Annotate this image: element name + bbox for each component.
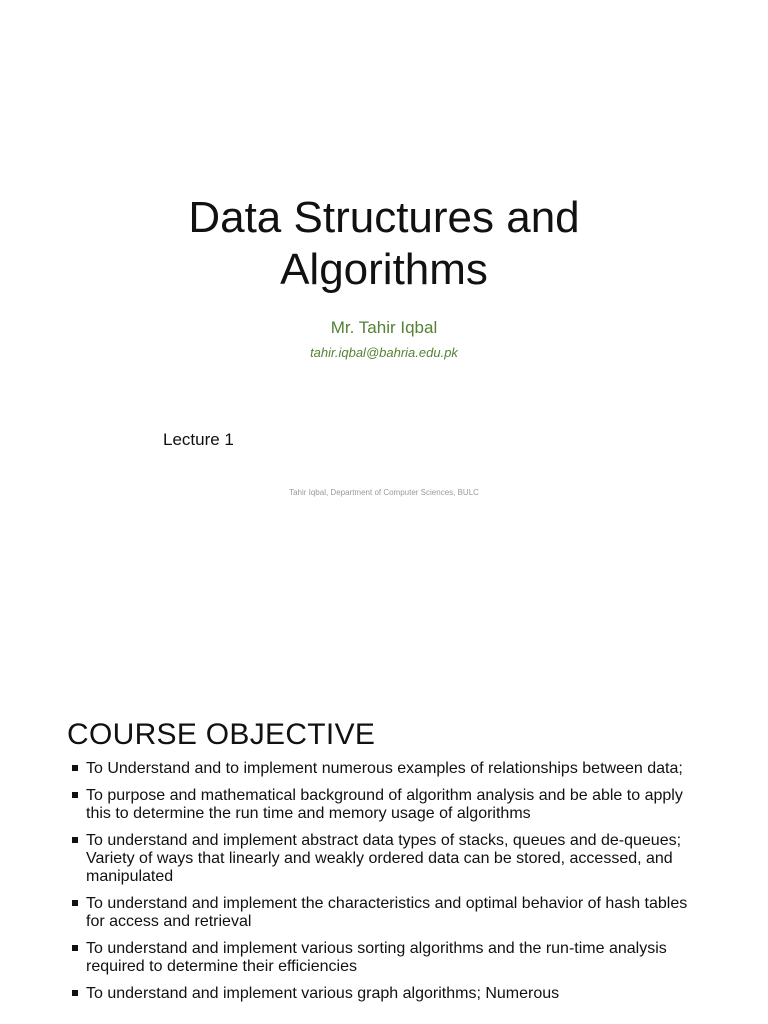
slide-title xyxy=(0,192,768,296)
list-item xyxy=(72,760,697,778)
square-bullet-icon xyxy=(72,900,78,906)
square-bullet-icon xyxy=(72,990,78,996)
list-item xyxy=(72,832,697,886)
list-item xyxy=(72,985,697,1003)
author-name: Mr. Tahir Iqbal xyxy=(330,318,438,337)
objectives-list xyxy=(72,760,697,1012)
square-bullet-icon xyxy=(72,945,78,951)
square-bullet-icon xyxy=(72,792,78,798)
lecture-label: Lecture 1 xyxy=(163,430,234,449)
title-line-1: Data Structures and xyxy=(188,193,580,242)
list-item xyxy=(72,940,697,976)
list-item-text: To understand and implement abstract data types of stacks, queues and de-queues; Variety of ways that linearly and weakly ordered data can be stored, accessed, and manipulated xyxy=(86,832,682,885)
slide-footer: Tahir Iqbal, Department of Computer Sciences, BULC xyxy=(289,488,479,497)
list-item-text: To purpose and mathematical background of algorithm analysis and be able to apply this to determine the run time and memory usage of algorithms xyxy=(86,787,683,822)
author-email: tahir.iqbal@bahria.edu.pk xyxy=(310,345,458,360)
list-item-text: To Understand and to implement numerous examples of relationships between data; xyxy=(86,760,683,777)
title-line-2: Algorithms xyxy=(280,245,488,294)
objectives-slide xyxy=(0,690,768,1024)
square-bullet-icon xyxy=(72,837,78,843)
list-item-text: To understand and implement the characteristics and optimal behavior of hash tables for access and retrieval xyxy=(86,895,688,930)
square-bullet-icon xyxy=(72,765,78,771)
list-item xyxy=(72,895,697,931)
list-item-text: To understand and implement various sorting algorithms and the run-time analysis required to determine their efficiencies xyxy=(86,940,667,975)
list-item xyxy=(72,787,697,823)
section-heading: COURSE OBJECTIVE xyxy=(67,718,376,751)
list-item-text: To understand and implement various graph algorithms; Numerous xyxy=(86,985,560,1002)
